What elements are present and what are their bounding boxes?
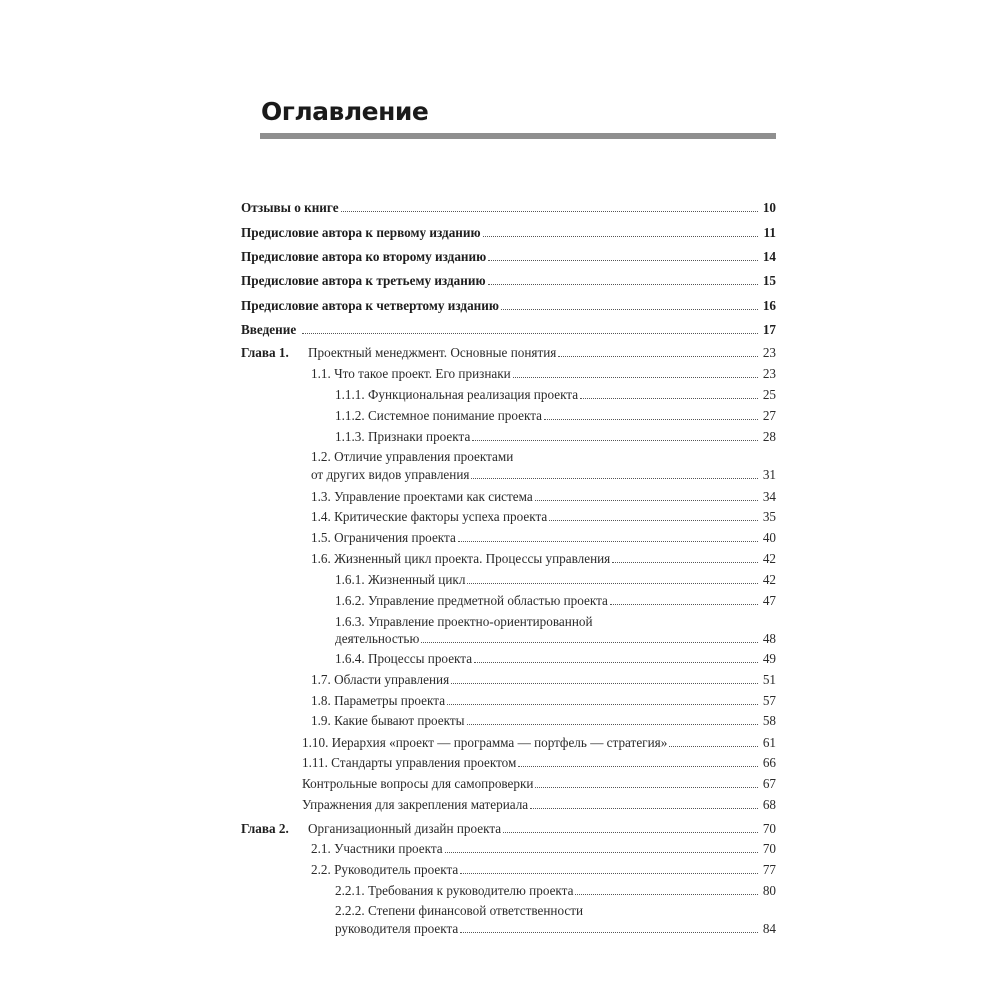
toc-entry[interactable] (311, 467, 776, 483)
title-divider (260, 133, 776, 139)
dot-leader (483, 236, 758, 237)
toc-entry[interactable] (311, 551, 776, 567)
dot-leader (549, 520, 758, 521)
dot-leader (513, 377, 758, 378)
toc-entry-title: Упражнения для закрепления материала (302, 797, 529, 812)
dot-leader (612, 562, 758, 563)
toc-entry[interactable] (241, 249, 776, 265)
toc-entry[interactable] (311, 693, 776, 709)
toc-page-number: 58 (762, 713, 776, 728)
toc-page-number: 47 (762, 593, 776, 608)
toc-page-number: 28 (762, 429, 776, 444)
dot-leader (467, 724, 759, 725)
dot-leader (503, 832, 758, 833)
toc-entry-title: 1.7. Области управления (311, 672, 450, 687)
dot-leader (610, 604, 758, 605)
toc-entry-title: 1.1.3. Признаки проекта (335, 429, 471, 444)
dot-leader (421, 642, 758, 643)
toc-entry-title: Предисловие автора ко второму изданию (241, 249, 487, 264)
toc-entry-title: деятельностью (335, 631, 420, 646)
toc-entry[interactable] (335, 429, 776, 445)
toc-entry-title: от других видов управления (311, 467, 470, 482)
toc-page-number: 15 (762, 273, 776, 288)
toc-entry-title: 1.1.2. Системное понимание проекта (335, 408, 543, 423)
toc-entry[interactable] (311, 489, 776, 505)
toc-entry-title: 1.5. Ограничения проекта (311, 530, 456, 545)
toc-entry-title: 1.11. Стандарты управления проектом (302, 755, 517, 770)
toc-entry-title: Проектный менеджмент. Основные понятия (308, 345, 557, 360)
dot-leader (669, 746, 758, 747)
dot-leader (544, 419, 758, 420)
dot-leader (580, 398, 758, 399)
toc-entry-title: Введение (241, 322, 297, 337)
toc-page-number: 48 (762, 631, 776, 646)
toc-page-number: 57 (762, 693, 776, 708)
toc-entry-title-line1: 1.6.3. Управление проектно-ориентированной (335, 614, 593, 629)
toc-entry[interactable] (335, 387, 776, 403)
toc-page-number: 17 (762, 322, 776, 337)
dot-leader (472, 440, 758, 441)
toc-entry[interactable] (335, 408, 776, 424)
toc-page-number: 14 (762, 249, 776, 264)
toc-entry[interactable] (335, 572, 776, 588)
toc-entry[interactable] (302, 755, 776, 771)
dot-leader (488, 284, 758, 285)
chapter-label: Глава 2. (241, 821, 289, 836)
toc-entry-title: Предисловие автора к третьему изданию (241, 273, 486, 288)
toc-page-number: 49 (762, 651, 776, 666)
dot-leader (341, 211, 758, 212)
toc-entry-title: 1.1.1. Функциональная реализация проекта (335, 387, 579, 402)
toc-entry[interactable] (241, 200, 776, 216)
toc-entry-title: Предисловие автора к четвертому изданию (241, 298, 499, 313)
dot-leader (530, 808, 758, 809)
toc-entry-title: 1.8. Параметры проекта (311, 693, 446, 708)
dot-leader (445, 852, 758, 853)
toc-entry[interactable] (335, 593, 776, 609)
toc-page-number: 77 (762, 862, 776, 877)
toc-entry[interactable] (335, 921, 776, 937)
toc-page-number: 67 (762, 776, 776, 791)
toc-entry-title: 1.6.2. Управление предметной областью проекта (335, 593, 608, 608)
toc-page-number: 80 (762, 883, 776, 898)
toc-page-number: 84 (762, 921, 776, 936)
toc-entry[interactable] (311, 366, 776, 382)
dot-leader (447, 704, 758, 705)
dot-leader (471, 478, 758, 479)
dot-leader (575, 894, 758, 895)
dot-leader (460, 932, 758, 933)
toc-entry[interactable] (311, 530, 776, 546)
toc-entry-title-line1: 2.2.2. Степени финансовой ответственности (335, 903, 584, 918)
toc-entry[interactable] (311, 672, 776, 688)
toc-entry[interactable] (302, 735, 776, 751)
toc-entry[interactable] (335, 651, 776, 667)
toc-page-number: 23 (762, 345, 776, 360)
toc-page-number: 51 (762, 672, 776, 687)
toc-page-number: 40 (762, 530, 776, 545)
toc-entry[interactable] (302, 797, 776, 813)
dot-leader (467, 583, 758, 584)
toc-page-number: 34 (762, 489, 776, 504)
toc-entry-title: 1.6.4. Процессы проекта (335, 651, 473, 666)
toc-entry[interactable] (311, 841, 776, 857)
toc-entry[interactable] (311, 509, 776, 525)
toc-entry-title: 2.2. Руководитель проекта (311, 862, 459, 877)
toc-entry-title: 1.9. Какие бывают проекты (311, 713, 465, 728)
toc-entry[interactable] (241, 273, 776, 289)
toc-entry-title: 1.3. Управление проектами как система (311, 489, 533, 504)
dot-leader (488, 260, 758, 261)
toc-page-number: 31 (762, 467, 776, 482)
toc-entry-title: 1.6.1. Жизненный цикл (335, 572, 466, 587)
dot-leader (501, 309, 758, 310)
toc-entry-title: Контрольные вопросы для самопроверки (302, 776, 534, 791)
toc-entry-title: Отзывы о книге (241, 200, 339, 215)
toc-page-number: 11 (763, 225, 776, 240)
toc-page-number: 70 (762, 821, 776, 836)
dot-leader (302, 333, 758, 334)
toc-entry[interactable] (311, 862, 776, 878)
toc-entry[interactable] (335, 883, 776, 899)
toc-entry[interactable] (335, 631, 776, 647)
toc-page-number: 68 (762, 797, 776, 812)
dot-leader (451, 683, 758, 684)
toc-entry[interactable] (241, 322, 776, 338)
toc-entry-title: руководителя проекта (335, 921, 459, 936)
toc-entry[interactable] (302, 776, 776, 792)
toc-page-number: 16 (762, 298, 776, 313)
dot-leader (535, 787, 758, 788)
toc-entry[interactable] (311, 713, 776, 729)
toc-entry-title: 1.6. Жизненный цикл проекта. Процессы управления (311, 551, 611, 566)
toc-page-number: 42 (762, 572, 776, 587)
toc-entry-title-line1: 1.2. Отличие управления проектами (311, 449, 514, 464)
dot-leader (535, 500, 758, 501)
toc-page-number: 25 (762, 387, 776, 402)
toc-page-number: 35 (762, 509, 776, 524)
toc-entry-title: 2.1. Участники проекта (311, 841, 443, 856)
toc-entry-title: 1.10. Иерархия «проект — программа — портфель — стратегия» (302, 735, 668, 750)
toc-page-number: 10 (762, 200, 776, 215)
toc-entry-title: Предисловие автора к первому изданию (241, 225, 481, 240)
toc-entry-title: 1.1. Что такое проект. Его признаки (311, 366, 511, 381)
chapter-label: Глава 1. (241, 345, 289, 360)
page-title: Оглавление (261, 97, 429, 126)
dot-leader (460, 873, 758, 874)
toc-entry[interactable] (241, 225, 776, 241)
toc-entry-title: 1.4. Критические факторы успеха проекта (311, 509, 548, 524)
chapter-entry[interactable] (308, 821, 776, 837)
toc-page-number: 27 (762, 408, 776, 423)
dot-leader (458, 541, 758, 542)
toc-entry-title: Организационный дизайн проекта (308, 821, 502, 836)
toc-page-number: 42 (762, 551, 776, 566)
dot-leader (474, 662, 758, 663)
dot-leader (558, 356, 758, 357)
toc-page-number: 66 (762, 755, 776, 770)
dot-leader (518, 766, 758, 767)
toc-page-number: 23 (762, 366, 776, 381)
toc-entry-title: 2.2.1. Требования к руководителю проекта (335, 883, 574, 898)
toc-page-number: 61 (762, 735, 776, 750)
toc-entry[interactable] (241, 298, 776, 314)
chapter-entry[interactable] (308, 345, 776, 361)
toc-page-number: 70 (762, 841, 776, 856)
